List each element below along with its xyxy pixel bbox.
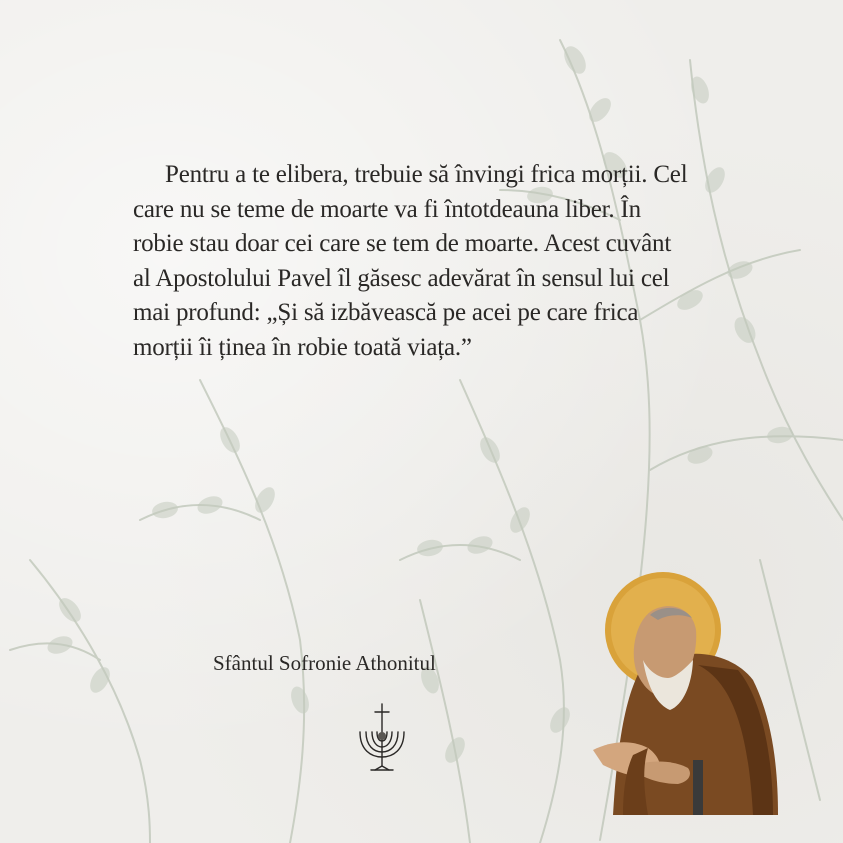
quote-line-4: al Apostolului Pavel îl găsesc adevărat în sensul lui cel bbox=[133, 264, 670, 292]
author-name: Sfântul Sofronie Athonitul bbox=[213, 651, 436, 675]
quote-text bbox=[133, 158, 765, 365]
quote-line-3: robie stau doar cei care se tem de moarte. Acest cuvânt bbox=[133, 230, 672, 257]
quote-line-6: morții îi ținea în robie toată viața.” bbox=[133, 333, 472, 361]
quote-line-2: care nu se teme de moarte va fi întotdeauna liber. În bbox=[133, 195, 641, 223]
saint-icon-painting bbox=[588, 570, 788, 815]
quote-line-1: Pentru a te elibera, trebuie să învingi frica morții. Cel bbox=[165, 161, 688, 188]
quote-line-5: mai profund: „Și să izbăvească pe acei pe care frica bbox=[133, 299, 639, 326]
menorah-cross-icon bbox=[351, 702, 413, 774]
